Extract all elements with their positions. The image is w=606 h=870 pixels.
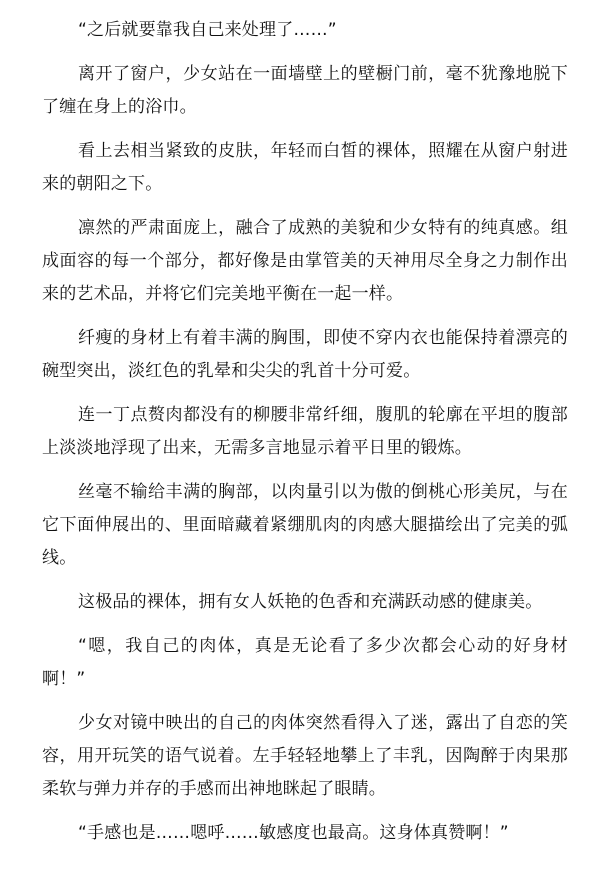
paragraph-10: 少女对镜中映出的自己的肉体突然看得入了迷，露出了自恋的笑容，用开玩笑的语气说着。左手轻轻地攀上了丰乳，因陶醉于肉果那柔软与弹力并存的手感而出神地眯起了眼睛。 [42, 713, 568, 799]
paragraph-1: “之后就要靠我自己来处理了……” [78, 20, 337, 40]
paragraph-9: “嗯，我自己的肉体，真是无论看了多少次都会心动的好身材啊！” [42, 636, 568, 689]
paragraph-2: 离开了窗户，少女站在一面墙壁上的壁橱门前，毫不犹豫地脱下了缠在身上的浴巾。 [42, 64, 568, 117]
paragraph-11: “手感也是……嗯呼……敏感度也最高。这身体真赞啊！” [78, 823, 509, 843]
paragraph-5: 纤瘦的身材上有着丰满的胸围，即使不穿内衣也能保持着漂亮的碗型突出，淡红色的乳晕和尖尖的乳首十分可爱。 [42, 328, 568, 381]
paragraph-6: 连一丁点赘肉都没有的柳腰非常纤细，腹肌的轮廓在平坦的腹部上淡淡地浮现了出来，无需多言地显示着平日里的锻炼。 [42, 405, 568, 458]
paragraph-8: 这极品的裸体，拥有女人妖艳的色香和充满跃动感的健康美。 [78, 592, 543, 612]
paragraph-4: 凛然的严肃面庞上，融合了成熟的美貌和少女特有的纯真感。组成面容的每一个部分，都好像是由掌管美的天神用尽全身之力制作出来的艺术品，并将它们完美地平衡在一起一样。 [42, 218, 568, 304]
paragraph-3: 看上去相当紧致的皮肤，年轻而白皙的裸体，照耀在从窗户射进来的朝阳之下。 [42, 141, 568, 194]
paragraph-7: 丝毫不输给丰满的胸部，以肉量引以为傲的倒桃心形美尻，与在它下面伸展出的、里面暗藏着紧绷肌肉的肉感大腿描绘出了完美的弧线。 [42, 482, 568, 568]
